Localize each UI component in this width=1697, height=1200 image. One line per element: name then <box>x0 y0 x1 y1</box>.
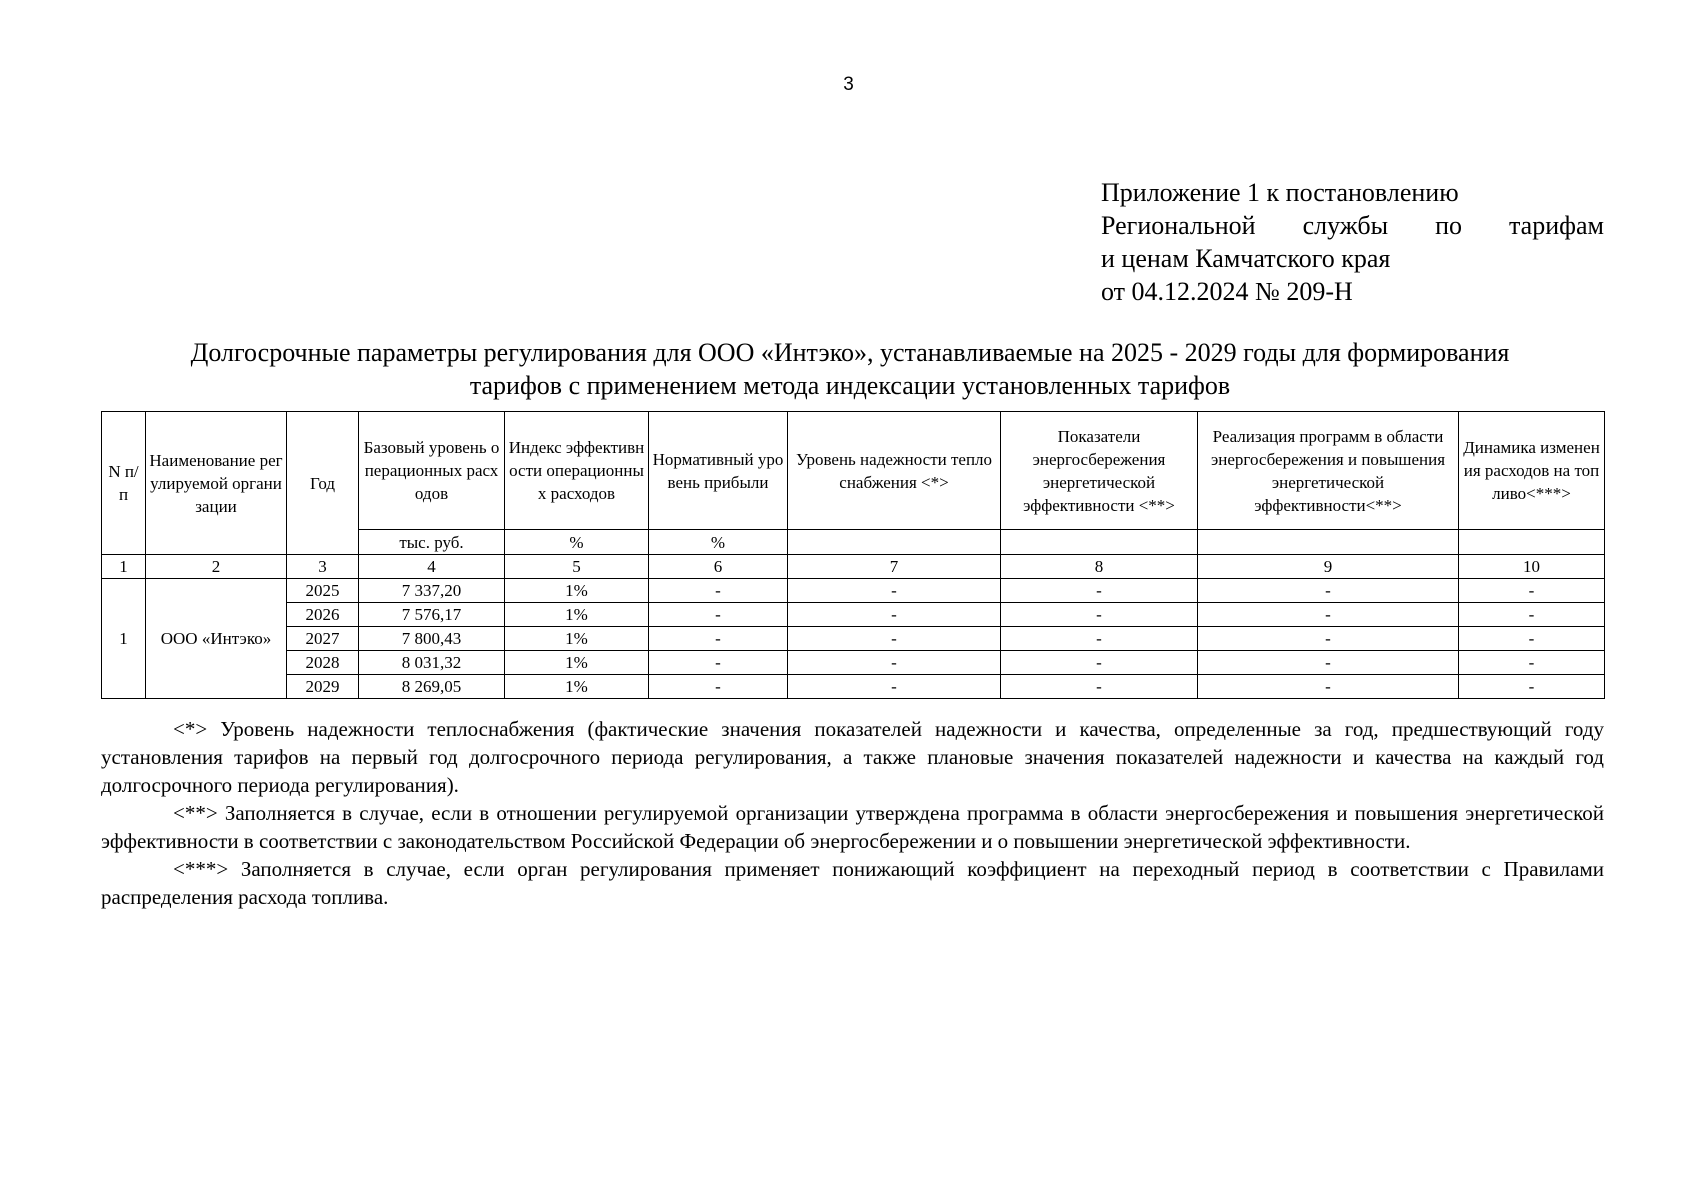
cell-base-level: 8 031,32 <box>359 651 505 675</box>
column-numbers-row <box>102 555 1605 579</box>
appendix-word: службы <box>1302 211 1389 240</box>
unit-base: тыс. руб. <box>359 530 505 555</box>
title-line-1: Долгосрочные параметры регулирования для ООО «Интэко», устанавливаемые на 2025 - 2029 годы для формирования <box>190 338 1510 367</box>
cell-year: 2025 <box>287 579 359 603</box>
cell-base-level: 7 800,43 <box>359 627 505 651</box>
cell-year: 2026 <box>287 603 359 627</box>
unit-index: % <box>505 530 649 555</box>
cell-fuel: - <box>1459 627 1605 651</box>
cell-fuel: - <box>1459 651 1605 675</box>
cell-year: 2027 <box>287 627 359 651</box>
cell-profit: - <box>649 675 788 699</box>
header-num: N п/ п <box>102 412 146 555</box>
appendix-word: по <box>1435 211 1462 240</box>
unit-profit: % <box>649 530 788 555</box>
cell-reliability: - <box>788 579 1001 603</box>
unit-empty <box>788 530 1001 555</box>
column-number: 4 <box>359 555 505 579</box>
cell-energy: - <box>1001 627 1198 651</box>
cell-base-level: 8 269,05 <box>359 675 505 699</box>
cell-reliability: - <box>788 603 1001 627</box>
cell-program: - <box>1198 627 1459 651</box>
table-header-row <box>102 412 1605 530</box>
appendix-reference <box>1101 176 1604 308</box>
header-program: Реализация программ в области энергосбережения и повышения энергетической эффективности<**> <box>1198 412 1459 530</box>
cell-profit: - <box>649 651 788 675</box>
header-reliability: Уровень надежности тепло снабжения <*> <box>788 412 1001 530</box>
column-number: 8 <box>1001 555 1198 579</box>
cell-profit: - <box>649 603 788 627</box>
organization-name: ООО «Интэко» <box>146 579 287 699</box>
cell-profit: - <box>649 627 788 651</box>
column-number: 7 <box>788 555 1001 579</box>
cell-base-level: 7 337,20 <box>359 579 505 603</box>
cell-reliability: - <box>788 651 1001 675</box>
cell-fuel: - <box>1459 675 1605 699</box>
cell-profit: - <box>649 579 788 603</box>
regulation-parameters-table <box>101 411 1605 699</box>
appendix-line-3: и ценам Камчатского края <box>1101 244 1391 273</box>
appendix-line-2 <box>1101 209 1604 242</box>
column-number: 5 <box>505 555 649 579</box>
table-row <box>102 603 1605 627</box>
footnotes <box>101 715 1604 911</box>
table-row <box>102 675 1605 699</box>
header-year: Год <box>287 412 359 555</box>
cell-efficiency-index: 1% <box>505 579 649 603</box>
appendix-line-1: Приложение 1 к постановлению <box>1101 178 1459 207</box>
table-row <box>102 579 1605 603</box>
cell-efficiency-index: 1% <box>505 675 649 699</box>
header-energy-saving: Показатели энергосбережения энергетической эффективности <**> <box>1001 412 1198 530</box>
column-number: 3 <box>287 555 359 579</box>
cell-reliability: - <box>788 675 1001 699</box>
column-number: 10 <box>1459 555 1605 579</box>
footnote-reliability: <*> Уровень надежности теплоснабжения (фактические значения показателей надежности и качества, определенные за год, предшествующий году установления тарифов на первый год долгосрочного периода регулирования, а также плановые значения показателей надежности и качества на каждый год долгосрочного периода регулирования). <box>101 717 1604 797</box>
cell-base-level: 7 576,17 <box>359 603 505 627</box>
cell-energy: - <box>1001 651 1198 675</box>
footnote-fuel: <***> Заполняется в случае, если орган регулирования применяет понижающий коэффициент на переходный период в соответствии с Правилами распределения расхода топлива. <box>101 857 1604 909</box>
cell-program: - <box>1198 579 1459 603</box>
cell-efficiency-index: 1% <box>505 651 649 675</box>
cell-efficiency-index: 1% <box>505 627 649 651</box>
appendix-word: тарифам <box>1509 211 1604 240</box>
unit-empty <box>1459 530 1605 555</box>
cell-program: - <box>1198 651 1459 675</box>
header-fuel-dynamics: Динамика изменения расходов на топливо<***> <box>1459 412 1605 530</box>
header-normative-profit: Нормативный уровень прибыли <box>649 412 788 530</box>
cell-year: 2028 <box>287 651 359 675</box>
cell-energy: - <box>1001 579 1198 603</box>
cell-energy: - <box>1001 675 1198 699</box>
footnote-energy-program: <**> Заполняется в случае, если в отношении регулируемой организации утверждена программа в области энергосбережения и повышения энергетической эффективности в соответствии с законодательством Российской Федерации об энергосбережении и о повышении энергетической эффективности. <box>101 801 1604 853</box>
unit-empty <box>1001 530 1198 555</box>
row-number: 1 <box>102 579 146 699</box>
document-title <box>100 336 1600 402</box>
column-number: 2 <box>146 555 287 579</box>
table-row <box>102 651 1605 675</box>
column-number: 6 <box>649 555 788 579</box>
page-number: 3 <box>843 74 854 95</box>
header-base-level: Базовый уровень операционных расходов <box>359 412 505 530</box>
cell-energy: - <box>1001 603 1198 627</box>
cell-efficiency-index: 1% <box>505 603 649 627</box>
table-row <box>102 627 1605 651</box>
cell-year: 2029 <box>287 675 359 699</box>
cell-program: - <box>1198 675 1459 699</box>
column-number: 1 <box>102 555 146 579</box>
title-line-2: тарифов с применением метода индексации установленных тарифов <box>469 371 1231 400</box>
cell-reliability: - <box>788 627 1001 651</box>
cell-fuel: - <box>1459 603 1605 627</box>
column-number: 9 <box>1198 555 1459 579</box>
appendix-line-4: от 04.12.2024 № 209-Н <box>1101 277 1353 306</box>
appendix-word: Региональной <box>1101 211 1256 240</box>
cell-fuel: - <box>1459 579 1605 603</box>
header-organization: Наименование регулируемой организации <box>146 412 287 555</box>
header-efficiency-index: Индекс эффективности операционных расходов <box>505 412 649 530</box>
cell-program: - <box>1198 603 1459 627</box>
unit-empty <box>1198 530 1459 555</box>
